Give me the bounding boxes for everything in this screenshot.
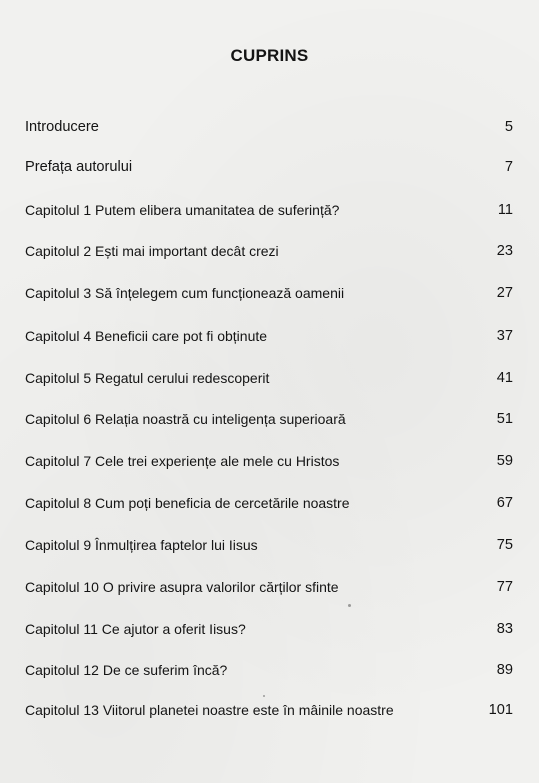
toc-entry-label: Capitolul 9 Înmulțirea faptelor lui Iisus — [25, 537, 258, 553]
toc-entry-label: Capitolul 6 Relația noastră cu inteligența superioară — [25, 411, 346, 427]
toc-entry-label: Capitolul 11 Ce ajutor a oferit Iisus? — [25, 621, 246, 637]
toc-entry-chapter-1 — [25, 201, 513, 219]
toc-entry-chapter-5 — [25, 369, 513, 387]
toc-entry-chapter-3 — [25, 284, 513, 302]
toc-entry-label: Capitolul 4 Beneficii care pot fi obținute — [25, 328, 268, 344]
toc-entry-page: 59 — [496, 453, 513, 469]
paper-speck — [348, 604, 351, 607]
toc-entry-chapter-11 — [25, 620, 513, 638]
toc-entry-page: 27 — [496, 285, 513, 301]
toc-entry-label: Capitolul 7 Cele trei experiențe ale mele cu Hristos — [25, 453, 340, 469]
toc-entry-label: Capitolul 13 Viitorul planetei noastre este în mâinile noastre — [25, 702, 394, 718]
toc-entry-label: Introducere — [25, 119, 99, 135]
toc-entry-chapter-8 — [25, 494, 513, 512]
toc-entry-chapter-7 — [25, 452, 513, 470]
toc-entry-page: 7 — [504, 159, 513, 175]
toc-entry-label: Capitolul 3 Să înțelegem cum funcționează oamenii — [25, 285, 345, 301]
toc-entry-chapter-13 — [25, 701, 513, 719]
toc-entry-page: 101 — [488, 702, 513, 718]
toc-entry-introducere — [25, 118, 513, 136]
page-title: CUPRINS — [230, 46, 309, 65]
toc-entry-page: 77 — [496, 579, 513, 595]
toc-entry-chapter-4 — [25, 327, 513, 345]
toc-entry-label: Capitolul 12 De ce suferim încă? — [25, 662, 228, 678]
toc-entry-page: 51 — [496, 411, 513, 427]
toc-entry-page: 83 — [496, 621, 513, 637]
toc-entry-label: Capitolul 1 Putem elibera umanitatea de suferință? — [25, 202, 340, 218]
toc-entry-page: 5 — [504, 119, 513, 135]
toc-entry-chapter-10 — [25, 578, 513, 596]
toc-entry-page: 11 — [497, 202, 513, 218]
toc-entry-page: 41 — [496, 370, 513, 386]
toc-entry-page: 89 — [496, 662, 513, 678]
toc-entry-label: Capitolul 8 Cum poți beneficia de cercetările noastre — [25, 495, 350, 511]
toc-entry-chapter-9 — [25, 536, 513, 554]
toc-entry-page: 23 — [496, 243, 513, 259]
toc-entry-chapter-2 — [25, 242, 513, 260]
toc-entry-label: Capitolul 10 O privire asupra valorilor cărților sfinte — [25, 579, 339, 595]
toc-entry-label: Prefața autorului — [25, 159, 133, 175]
toc-entry-chapter-12 — [25, 661, 513, 679]
toc-entry-page: 67 — [496, 495, 513, 511]
toc-entry-label: Capitolul 5 Regatul cerului redescoperit — [25, 370, 270, 386]
toc-entry-page: 37 — [496, 328, 513, 344]
toc-entry-chapter-6 — [25, 410, 513, 428]
paper-speck — [263, 695, 265, 697]
toc-entry-page: 75 — [496, 537, 513, 553]
toc-entry-label: Capitolul 2 Ești mai important decât crezi — [25, 243, 279, 259]
toc-entry-prefata — [25, 158, 513, 176]
